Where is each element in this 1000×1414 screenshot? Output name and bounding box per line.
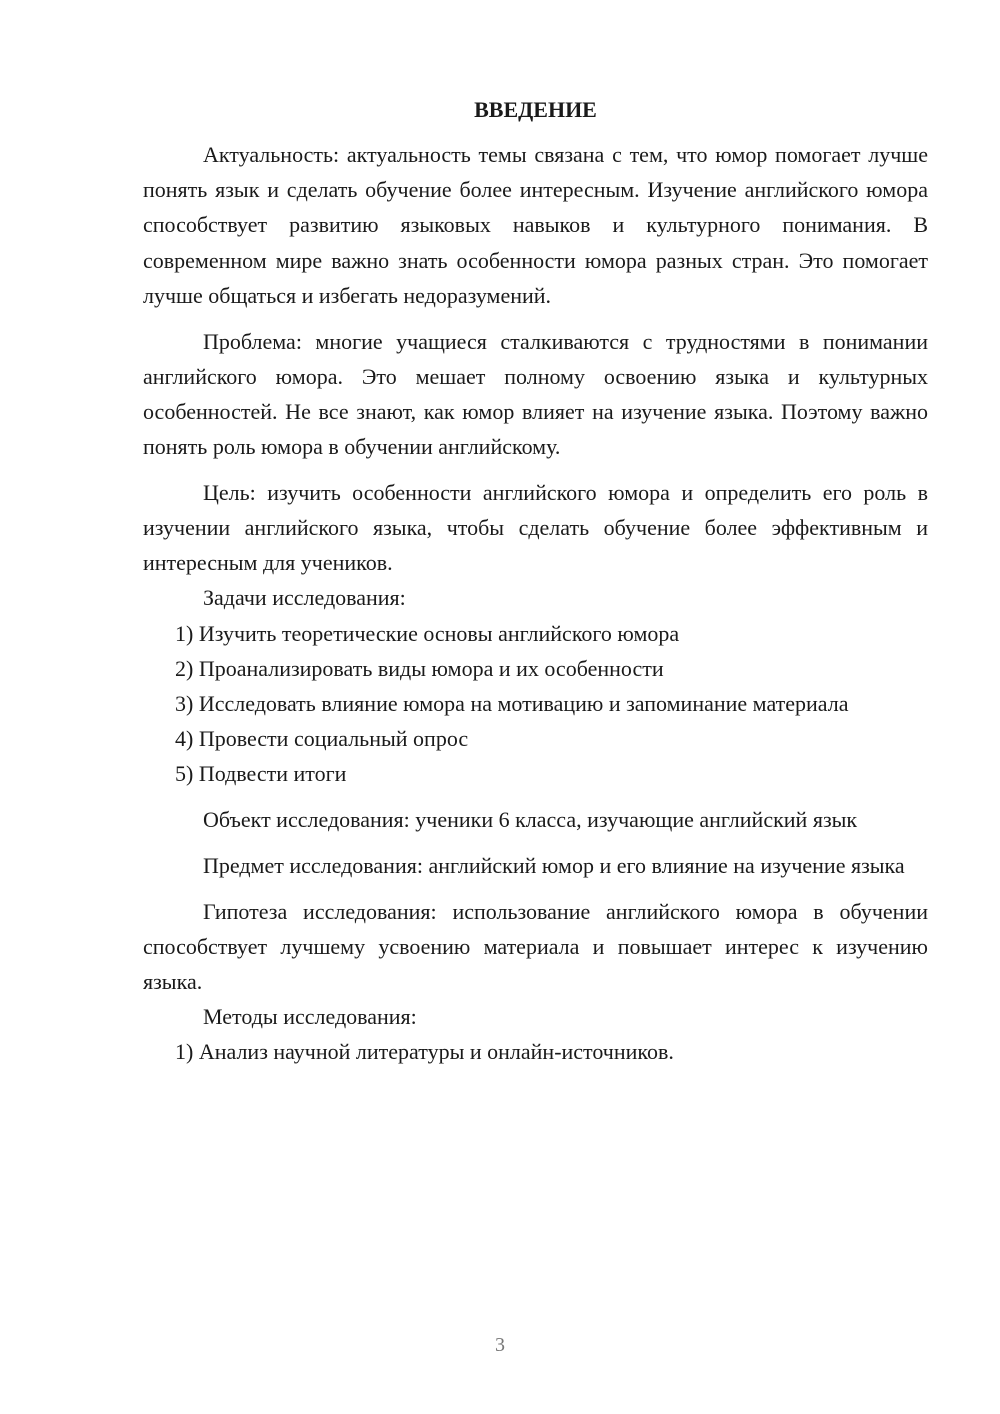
methods-title: Методы исследования: — [203, 1004, 417, 1030]
task-item: 5) Подвести итоги — [175, 761, 347, 787]
relevance-paragraph: Актуальность: актуальность темы связана с тем, что юмор помогает лучше понять язык и сделать обучение более интересным. Изучение английского юмора способствует развитию языковых навыков и культурного понимания. В современном мире важно знать особенности юмора разных стран. Это помогает лучше общаться и избегать недоразумений. — [143, 142, 928, 308]
object-paragraph: Объект исследования: ученики 6 класса, изучающие английский язык — [203, 807, 858, 833]
task-item: 1) Изучить теоретические основы английского юмора — [175, 620, 680, 646]
problem-paragraph: Проблема: многие учащиеся сталкиваются с трудностями в понимании английского юмора. Это мешает полному освоению языка и культурных особенностей. Не все знают, как юмор влияет на изучение языка. Поэтому важно понять роль юмора в обучении английскому. — [143, 328, 928, 460]
method-item: 1) Анализ научной литературы и онлайн-источников. — [175, 1039, 674, 1065]
subject-paragraph: Предмет исследования: английский юмор и его влияние на изучение языка — [203, 852, 905, 878]
task-item: 2) Проанализировать виды юмора и их особенности — [175, 655, 664, 681]
tasks-title: Задачи исследования: — [203, 585, 406, 611]
task-item: 3) Исследовать влияние юмора на мотивацию и запоминание материала — [175, 691, 849, 717]
document-page — [143, 92, 928, 1070]
page-number: 3 — [495, 1334, 505, 1356]
goal-paragraph: Цель: изучить особенности английского юмора и определить его роль в изучении английского языка, чтобы сделать обучение более эффективным и интересным для учеников. — [143, 479, 928, 576]
hypothesis-paragraph: Гипотеза исследования: использование английского юмора в обучении способствует лучшему усвоению материала и повышает интерес к изучению языка. — [143, 898, 928, 994]
page-title: ВВЕДЕНИЕ — [474, 97, 597, 122]
task-item: 4) Провести социальный опрос — [175, 726, 469, 752]
